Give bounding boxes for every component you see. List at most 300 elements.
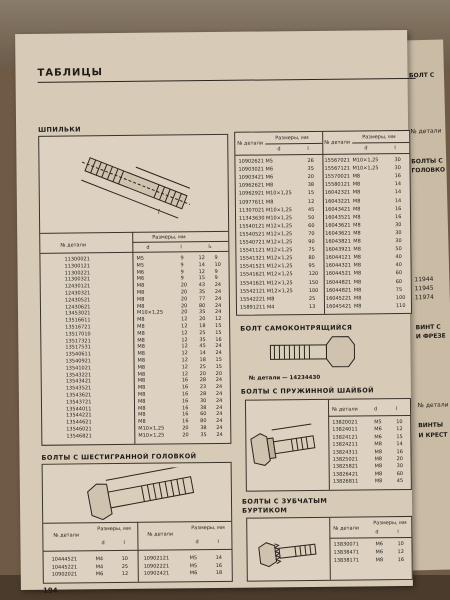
table-cell: 15567021	[324, 157, 350, 164]
table-cell: 12	[121, 571, 129, 578]
table-cell: 15541321	[239, 255, 265, 262]
table-cell: 15541521	[239, 263, 266, 271]
right-heading: БОЛТ С	[408, 71, 435, 80]
table-cell: М10×1,25	[352, 157, 379, 164]
table-cell: 24	[215, 350, 222, 357]
table-cell: 20	[215, 370, 223, 377]
table-cell: 15580121	[324, 181, 351, 189]
table-cell: 16042321	[324, 189, 351, 197]
table-cell: 35	[198, 289, 206, 296]
table-cell: М10×1,25	[352, 165, 379, 172]
table-cell: 15540721	[239, 239, 265, 246]
table-cell: 30	[396, 463, 404, 470]
col-part-header: № детали	[237, 140, 264, 147]
table-cell: 16044821	[325, 287, 352, 294]
table-cell: 45	[396, 478, 404, 485]
col-dims-header: Размеры, мм	[97, 525, 131, 533]
table-cell: 11307021	[238, 207, 265, 214]
table-cell: М12×1,25	[266, 287, 293, 295]
table-cell: М12×1,25	[266, 239, 293, 246]
table-cell: 12	[396, 426, 403, 433]
table-cell: 9	[214, 268, 218, 275]
table-cell: М6	[136, 269, 145, 276]
table-cell: 24	[215, 384, 223, 391]
table-cell: 24	[215, 404, 223, 411]
table-cell: М8	[137, 350, 145, 357]
table-cell: 13824211	[332, 441, 358, 448]
table-cell: 12	[198, 255, 205, 262]
table-cell: 15540121	[239, 223, 265, 230]
table-cell: М8	[137, 344, 145, 351]
table-cell: М8	[266, 296, 275, 303]
table-cell: 15891211	[239, 304, 266, 311]
table-cell: 12430521	[64, 297, 91, 304]
table-cell: 38	[199, 404, 207, 411]
table-cell: 13543221	[65, 371, 92, 379]
right-line: 11944	[414, 275, 434, 284]
table-cell: 80	[198, 302, 206, 309]
table-cell: 100	[395, 294, 406, 301]
table-cell: М8	[353, 270, 362, 277]
serrated-title-2: БУРТИКОМ	[242, 506, 288, 515]
table-cell: 20	[180, 296, 188, 303]
table-cell: М8	[374, 441, 382, 448]
table-cell: 50	[308, 214, 315, 221]
table-cell: 12	[181, 316, 188, 323]
col-d-header: d	[277, 146, 281, 153]
svg-text:l: l	[157, 208, 160, 216]
col-part-header: № детали	[53, 532, 80, 539]
table-cell: М8	[353, 254, 361, 261]
table-cell: 10902221	[143, 563, 170, 570]
table-cell: 16	[181, 391, 189, 398]
table-cell: 20	[180, 282, 188, 289]
table-cell: 13543721	[65, 399, 92, 406]
table-cell: 9	[214, 254, 218, 261]
table-cell: 10903021	[238, 166, 265, 173]
table-cell: 10	[396, 419, 403, 426]
table-cell: М8	[138, 418, 146, 425]
col-l-header: l	[217, 538, 219, 545]
table-cell: М6	[95, 571, 104, 578]
table-cell: М12×1,25	[266, 263, 293, 270]
col-part-header: № детали	[60, 242, 87, 249]
right-line: № детали	[410, 127, 442, 136]
table-cell: 60	[395, 278, 403, 285]
table-cell: 24	[215, 397, 223, 404]
table-cell: 14	[215, 554, 223, 561]
table-cell: М12×1,25	[266, 247, 293, 254]
table-cell: 16044321	[325, 262, 352, 270]
table-cell: 60	[308, 222, 315, 229]
table-cell: 40	[395, 254, 402, 261]
table-cell: М8	[137, 398, 146, 405]
table-cell: 12430321	[64, 290, 91, 297]
table-cell: М8	[136, 296, 145, 303]
table-cell: 13543521	[65, 385, 92, 392]
table-cell: 16044121	[325, 254, 351, 262]
table-cell: М8	[353, 278, 362, 286]
table-cell: 13830071	[333, 541, 359, 548]
table-cell: 100	[308, 287, 319, 294]
table-cell: 38	[200, 425, 207, 432]
table-cell: М8	[136, 303, 145, 310]
table-cell: М5	[189, 562, 198, 569]
table-cell: 60	[396, 470, 404, 477]
table-cell: 13540611	[65, 351, 91, 358]
col-l-header: l	[397, 529, 399, 536]
table-cell: 35	[200, 431, 207, 438]
table-cell: 18	[215, 570, 223, 577]
table-cell: 15541121	[239, 247, 265, 254]
book-page	[15, 30, 413, 595]
table-cell: 11343630	[239, 215, 265, 222]
table-cell: М5	[189, 555, 198, 562]
table-cell: 14	[396, 441, 403, 448]
table-cell: 20	[396, 456, 403, 463]
right-line: № детали	[417, 401, 449, 410]
right-line: 11974	[414, 293, 434, 302]
table-cell: 16043421	[324, 206, 351, 213]
table-cell: 20	[180, 309, 188, 316]
table-cell: М4	[95, 556, 104, 563]
table-cell: М8	[374, 463, 383, 470]
table-cell: 9	[214, 275, 218, 282]
table-cell: М8	[136, 282, 145, 289]
table-cell: 16	[215, 336, 222, 343]
table-cell: 10903421	[238, 174, 265, 181]
table-cell: 13820021	[332, 419, 358, 426]
table-cell: 10	[121, 555, 129, 562]
table-cell: 13838171	[333, 557, 360, 564]
table-cell: 12	[181, 357, 188, 364]
table-cell: М12×1,25	[266, 222, 293, 230]
table-cell: 10444521	[51, 556, 78, 563]
table-cell: 35	[307, 166, 314, 173]
table-cell: М8	[352, 189, 361, 196]
table-cell: М10×1,25	[266, 214, 293, 222]
col-part-header: № детали	[147, 531, 174, 538]
table-cell: 15	[198, 275, 206, 282]
table-cell: 24	[214, 309, 222, 316]
table-cell: 24	[214, 295, 222, 302]
table-cell: М8	[353, 295, 362, 302]
col-dims-header: Размеры, мм	[373, 519, 407, 527]
table-cell: М8	[137, 357, 146, 364]
table-cell: 30	[394, 165, 401, 172]
table-cell: 120	[308, 271, 319, 278]
table-cell: 16	[182, 418, 189, 425]
table-cell: 16	[394, 205, 402, 212]
table-rule	[352, 142, 409, 144]
table-cell: 18	[199, 357, 206, 364]
table-cell: 20	[199, 316, 206, 323]
col-l1-header: l₁	[208, 244, 212, 251]
table-cell: М8	[374, 456, 383, 463]
col-l-header: l	[180, 244, 182, 251]
right-heading: ГОЛОВКО	[411, 166, 446, 175]
col-d-header: d	[374, 406, 378, 413]
table-cell: М10×1,25	[136, 309, 164, 317]
table-cell: 90	[308, 238, 315, 246]
table-cell: 80	[308, 255, 315, 262]
table-cell: 16	[397, 557, 405, 564]
col-dims-header: Размеры, мм	[275, 134, 309, 142]
stud-drawing	[69, 143, 200, 224]
table-cell: 12	[181, 330, 188, 337]
table-cell: 13517010	[65, 331, 91, 338]
right-heading: И ФРЕЗЕ	[415, 332, 446, 341]
table-cell: 15567121	[324, 165, 351, 172]
table-cell: 13516721	[65, 324, 91, 331]
table-cell: 13825021	[332, 456, 359, 463]
table-cell: 45	[199, 343, 206, 350]
table-cell: 13824311	[332, 449, 358, 456]
col-d-header: d	[101, 540, 105, 547]
table-cell: М8	[375, 557, 384, 564]
table-cell: М12×1,25	[266, 271, 293, 278]
table-cell: М6	[375, 541, 383, 548]
table-cell: 80	[200, 418, 207, 425]
table-cell: 12430121	[64, 283, 91, 290]
table-cell: 13516611	[65, 317, 91, 324]
table-cell: 10902121	[143, 555, 170, 562]
table-cell: 13540921	[65, 358, 92, 365]
table-cell: 24	[215, 390, 223, 397]
table-cell: М8	[353, 287, 362, 294]
table-cell: 16043621	[325, 222, 351, 229]
table-cell: 16043921	[325, 246, 351, 253]
table-cell: М8	[137, 364, 146, 371]
table-cell: М8	[136, 289, 145, 296]
table-cell: М8	[353, 238, 361, 245]
table-cell: 77	[198, 295, 206, 302]
table-cell: 15570021	[324, 173, 351, 181]
table-cell: 12	[181, 343, 188, 350]
table-cell: 13826811	[332, 478, 359, 485]
table-cell: 13826421	[332, 471, 359, 478]
table-cell: 25	[199, 363, 207, 370]
table-cell: 30	[199, 397, 207, 404]
table-cell: 23	[199, 384, 207, 391]
table-cell: 9	[180, 262, 184, 269]
table-cell: 15542121	[239, 288, 266, 295]
table-cell: 12	[181, 370, 189, 377]
table-cell: М10×1,25	[265, 206, 292, 214]
table-cell: М10×1,25	[138, 425, 165, 432]
table-cell: М8	[374, 471, 383, 478]
table-cell: М8	[137, 384, 146, 391]
table-cell: 10902621	[238, 158, 264, 165]
col-l-header: l	[394, 145, 396, 152]
table-cell: 24	[216, 424, 223, 431]
table-cell: 12	[215, 316, 222, 323]
table-cell: М8	[353, 230, 361, 237]
table-cell: 16044821	[325, 279, 352, 286]
table-cell: 15542221	[239, 296, 266, 303]
table-rule	[132, 232, 135, 444]
table-cell: М8	[137, 405, 146, 412]
table-cell: 13544221	[66, 412, 92, 419]
table-cell: 10445221	[51, 564, 78, 571]
table-cell: М8	[137, 337, 145, 344]
title-rule	[38, 78, 416, 83]
table-cell: 20	[180, 289, 188, 296]
table-cell: М5	[265, 158, 273, 165]
table-cell: М4	[266, 304, 275, 311]
table-cell: 16	[396, 448, 403, 455]
spring-washer-title: БОЛТЫ С ПРУЖИННОЙ ШАЙБОЙ	[240, 386, 374, 396]
table-cell: М12×1,25	[266, 279, 293, 286]
table-cell: М6	[265, 174, 274, 181]
table-cell: 24	[216, 431, 223, 438]
table-rule	[329, 518, 331, 580]
table-cell: 13824011	[332, 426, 358, 434]
table-cell: М8	[137, 330, 145, 337]
table-cell: М6	[374, 426, 382, 433]
table-cell: 60	[200, 411, 207, 418]
table-cell: 24	[214, 302, 222, 309]
table-cell: 20	[307, 174, 315, 181]
page-number: 194	[42, 586, 58, 595]
table-cell: М8	[353, 303, 362, 310]
table-cell: 14	[394, 197, 402, 204]
table-cell: М6	[265, 166, 274, 173]
table-cell: М8	[137, 323, 145, 330]
table-cell: 150	[308, 279, 319, 286]
col-d-header: d	[364, 145, 368, 152]
col-l-header: l	[396, 406, 398, 413]
hex-bolts-cont-table	[234, 130, 412, 316]
table-cell: 16043621	[325, 230, 351, 237]
table-cell: 35	[198, 309, 206, 316]
table-cell: 75	[308, 247, 315, 254]
table-cell: 16	[181, 377, 189, 384]
table-rule	[328, 400, 330, 490]
table-cell: 16	[181, 384, 189, 391]
table-cell: 28	[199, 377, 207, 384]
table-cell: 20	[182, 432, 189, 439]
table-cell: 10902021	[51, 571, 78, 578]
table-cell: 11300021	[64, 256, 90, 263]
table-cell: М10×1,25	[265, 190, 292, 197]
table-cell: 70	[308, 230, 315, 237]
table-cell: 28	[199, 391, 207, 398]
table-cell: 15	[215, 356, 222, 363]
table-cell: 10902421	[143, 570, 170, 577]
table-cell: 15	[307, 190, 315, 197]
table-cell: 13544621	[66, 419, 92, 426]
table-cell: 24	[214, 282, 222, 289]
table-cell: 14	[199, 350, 206, 357]
table-cell: 14	[198, 261, 205, 268]
table-cell: 13543621	[65, 392, 92, 399]
table-cell: 15	[215, 329, 222, 336]
hex-bolt-drawing	[83, 467, 204, 520]
table-cell: 24	[216, 411, 223, 418]
table-cell: 20	[199, 370, 207, 377]
table-cell: 14	[394, 189, 402, 196]
table-cell: 13838471	[333, 549, 360, 556]
table-cell: 12	[397, 549, 404, 556]
table-cell: 9	[180, 275, 184, 282]
table-cell: 13517531	[65, 344, 91, 351]
table-cell: 15541621	[239, 279, 266, 287]
table-cell: 95	[308, 263, 315, 270]
table-cell: 45	[307, 206, 315, 213]
table-cell: 13544011	[65, 405, 92, 413]
table-cell: М8	[352, 197, 361, 205]
table-cell: 10962921	[238, 190, 265, 198]
table-cell: М8	[265, 198, 274, 205]
table-cell: 15540521	[239, 231, 265, 238]
serrated-table	[246, 516, 413, 582]
col-l-header: l	[307, 145, 309, 153]
table-rule	[265, 143, 322, 145]
right-line: 11945	[414, 284, 434, 293]
table-rule	[40, 231, 228, 234]
table-cell: 10	[214, 261, 221, 268]
table-cell: 16	[181, 398, 189, 405]
col-dims-header: Размеры, мм	[152, 234, 186, 241]
table-cell: 24	[214, 288, 222, 295]
table-cell: 35	[199, 336, 206, 343]
table-cell: М8	[138, 412, 146, 419]
table-cell: 10962621	[238, 182, 265, 190]
table-cell: 24	[215, 343, 222, 350]
table-cell: М5	[136, 255, 144, 262]
table-cell: 25	[121, 563, 129, 570]
col-dims-header: Размеры, мм	[191, 524, 225, 532]
table-cell: М8	[352, 173, 361, 180]
table-cell: 13543421	[65, 378, 92, 385]
col-l-header: l	[123, 539, 125, 546]
serrated-title: БОЛТЫ С ЗУБЧАТЫМ	[241, 496, 328, 506]
col-part-header: № детали	[333, 525, 360, 532]
table-rule	[328, 415, 410, 417]
self-locking-title: БОЛТ САМОКОНТРЯЩИЙСЯ	[240, 323, 353, 333]
table-cell: 25	[199, 329, 206, 336]
table-cell: 16	[182, 411, 189, 418]
col-dims-header: Размеры, мм	[362, 134, 396, 141]
table-cell: 110	[395, 302, 406, 309]
right-heading: ВИНТЫ	[418, 421, 444, 430]
table-rule	[40, 251, 228, 254]
col-d-header: d	[146, 244, 150, 251]
table-cell: 75	[395, 286, 403, 293]
self-locking-part-number: № детали — 14234430	[248, 374, 321, 382]
table-cell: 16045221	[325, 295, 352, 302]
table-cell: 13825821	[332, 463, 359, 471]
table-cell: 12	[181, 336, 188, 343]
table-cell: 43	[198, 282, 206, 289]
table-cell: М8	[137, 371, 146, 378]
table-cell: 12	[181, 364, 189, 371]
table-cell: 16	[181, 404, 189, 411]
table-cell: М8	[352, 206, 361, 213]
table-cell: 16	[394, 173, 402, 180]
right-heading: ВИНТ С	[415, 323, 441, 332]
col-d-header: d	[195, 539, 199, 546]
table-cell: М8	[353, 262, 362, 269]
self-locking-bolt-drawing	[262, 332, 372, 371]
table-cell: 13517321	[65, 337, 91, 345]
table-cell: М8	[137, 378, 146, 385]
table-cell: М6	[189, 570, 198, 577]
table-cell: 20	[182, 425, 189, 432]
table-cell: 16043221	[324, 198, 351, 205]
table-cell: М8	[137, 391, 146, 398]
